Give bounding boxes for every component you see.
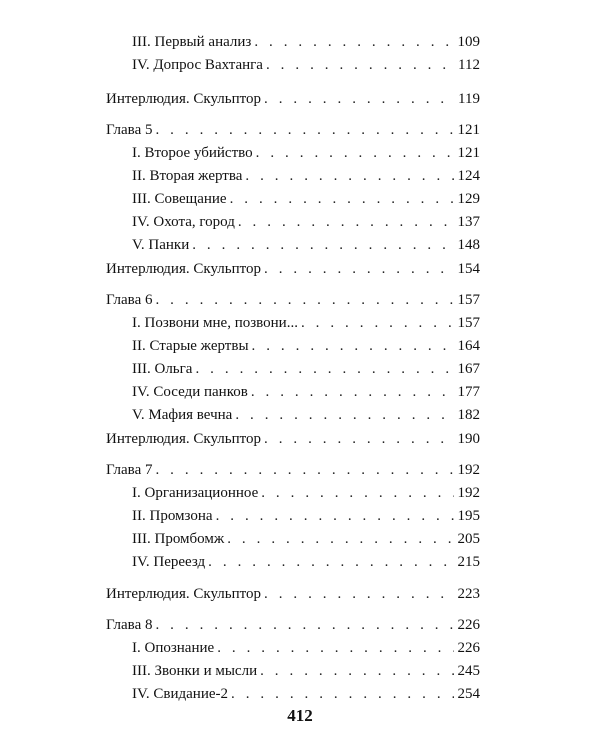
- toc-entry: [132, 405, 480, 425]
- toc-entry-title: Глава 5: [106, 122, 153, 138]
- toc-entry-title: IV. Допрос Вахтанга: [132, 57, 263, 73]
- toc-entry: [132, 638, 480, 658]
- toc-entry-title: II. Промзона: [132, 508, 213, 524]
- toc-entry-title: Глава 6: [106, 292, 153, 308]
- toc-entry: [132, 552, 480, 572]
- dot-leader: [216, 506, 454, 526]
- toc-entry-title: V. Панки: [132, 237, 190, 253]
- toc-entry-title: Глава 8: [106, 617, 153, 633]
- toc-entry-page: 192: [457, 462, 480, 478]
- toc-entry-title: IV. Охота, город: [132, 214, 235, 230]
- toc-entry: [132, 684, 480, 704]
- toc-entry-page: 182: [457, 407, 480, 423]
- toc-entry-title: I. Позвони мне, позвони...: [132, 315, 298, 331]
- toc-entry: [132, 506, 480, 526]
- toc-entry-page: 254: [457, 686, 480, 702]
- dot-leader: [192, 235, 454, 255]
- toc-entry-title: V. Мафия вечна: [132, 407, 233, 423]
- toc-entry-title: III. Звонки и мысли: [132, 663, 258, 679]
- toc-entry-page: 205: [457, 531, 480, 547]
- toc-entry: [132, 529, 480, 549]
- toc-entry-title: III. Совещание: [132, 191, 227, 207]
- toc-entry: [132, 313, 480, 333]
- toc-entry-title: I. Второе убийство: [132, 145, 253, 161]
- dot-leader: [231, 684, 454, 704]
- toc-entry-page: 109: [457, 34, 480, 50]
- toc-entry-page: 121: [457, 145, 480, 161]
- toc-entry-page: 124: [457, 168, 480, 184]
- toc-entry-title: III. Промбомж: [132, 531, 225, 547]
- dot-leader: [155, 120, 454, 140]
- dot-leader: [264, 584, 454, 604]
- dot-leader: [254, 32, 454, 52]
- dot-leader: [238, 212, 454, 232]
- toc-entry-title: Интерлюдия. Скульптор: [106, 91, 261, 107]
- toc-entry-page: 223: [457, 586, 480, 602]
- toc-entry: [132, 235, 480, 255]
- toc-entry-page: 119: [458, 91, 480, 107]
- dot-leader: [208, 552, 454, 572]
- toc-entry-page: 177: [457, 384, 480, 400]
- toc-entry: [106, 584, 480, 604]
- page-number: 412: [287, 706, 313, 725]
- toc-entry-title: IV. Свидание-2: [132, 686, 229, 702]
- dot-leader: [264, 259, 454, 279]
- toc-entry-page: 226: [457, 617, 480, 633]
- dot-leader: [260, 661, 454, 681]
- toc-entry-page: 154: [457, 261, 480, 277]
- dot-leader: [264, 89, 454, 109]
- toc-entry: [132, 382, 480, 402]
- toc-entry: [106, 259, 480, 279]
- dot-leader: [155, 460, 454, 480]
- toc-entry-page: 245: [457, 663, 480, 679]
- toc-entry-page: 157: [457, 315, 480, 331]
- dot-leader: [301, 313, 454, 333]
- toc-entry-page: 190: [457, 431, 480, 447]
- toc-entry-title: III. Первый анализ: [132, 34, 252, 50]
- toc-entry-title: IV. Соседи панков: [132, 384, 248, 400]
- toc-entry-page: 195: [457, 508, 480, 524]
- toc-entry-title: I. Опознание: [132, 640, 215, 656]
- dot-leader: [230, 189, 454, 209]
- dot-leader: [227, 529, 454, 549]
- toc-entry: [132, 212, 480, 232]
- toc-entry: [106, 120, 480, 140]
- toc-entry-title: Интерлюдия. Скульптор: [106, 431, 261, 447]
- toc-entry: [106, 89, 480, 109]
- dot-leader: [251, 382, 454, 402]
- toc-entry-page: 112: [458, 57, 480, 73]
- toc-entry: [132, 336, 480, 356]
- dot-leader: [155, 290, 454, 310]
- toc-entry-page: 226: [457, 640, 480, 656]
- toc-entry: [132, 166, 480, 186]
- dot-leader: [261, 483, 454, 503]
- dot-leader: [195, 359, 454, 379]
- dot-leader: [252, 336, 454, 356]
- toc-entry-title: IV. Переезд: [132, 554, 206, 570]
- dot-leader: [217, 638, 454, 658]
- toc-entry: [106, 290, 480, 310]
- toc-entry-title: II. Старые жертвы: [132, 338, 249, 354]
- toc-entry-title: II. Вторая жертва: [132, 168, 243, 184]
- toc-entry-page: 167: [457, 361, 480, 377]
- toc-entry: [132, 483, 480, 503]
- toc-entry: [106, 460, 480, 480]
- toc-entry-page: 137: [457, 214, 480, 230]
- toc-entry: [132, 359, 480, 379]
- toc-entry: [132, 661, 480, 681]
- toc-entry: [132, 55, 480, 75]
- toc-entry: [132, 143, 480, 163]
- toc-entry-page: 148: [457, 237, 480, 253]
- dot-leader: [245, 166, 454, 186]
- dot-leader: [266, 55, 454, 75]
- dot-leader: [235, 405, 454, 425]
- toc-entry-title: I. Организационное: [132, 485, 259, 501]
- toc-entry: [132, 189, 480, 209]
- toc-entry-page: 164: [457, 338, 480, 354]
- toc-entry-page: 121: [457, 122, 480, 138]
- dot-leader: [256, 143, 454, 163]
- toc-entry-page: 157: [457, 292, 480, 308]
- toc-entry-title: Интерлюдия. Скульптор: [106, 261, 261, 277]
- toc-entry-title: Глава 7: [106, 462, 153, 478]
- toc-entry: [106, 615, 480, 635]
- dot-leader: [155, 615, 454, 635]
- toc-entry: [106, 429, 480, 449]
- toc-entry: [132, 32, 480, 52]
- toc-entry-title: Интерлюдия. Скульптор: [106, 586, 261, 602]
- dot-leader: [264, 429, 454, 449]
- toc-entry-title: III. Ольга: [132, 361, 193, 377]
- toc-entry-page: 192: [457, 485, 480, 501]
- toc-entry-page: 129: [457, 191, 480, 207]
- toc-entry-page: 215: [457, 554, 480, 570]
